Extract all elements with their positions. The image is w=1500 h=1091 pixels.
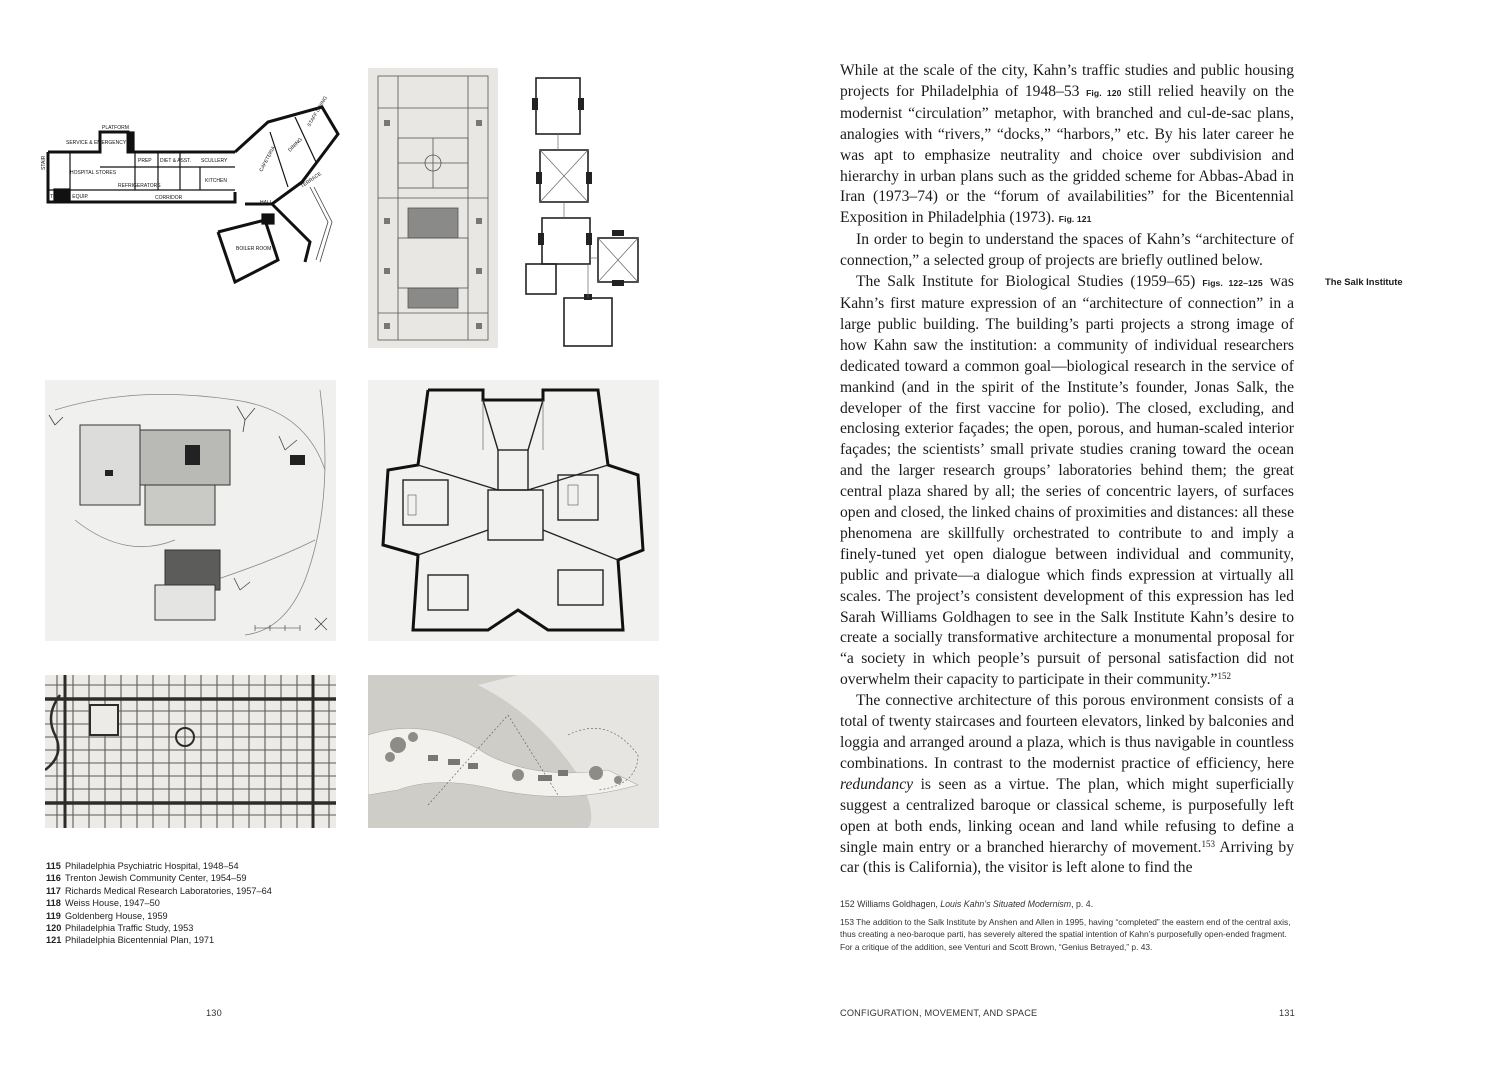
p4-text-a: The connective architecture of this porous environment consists of a total of twenty staircases and fourteen elevators, linked by balconies and loggia and arranged around a plaza, which is thus navigable in countless combinations. In contrast to the modernist practice of efficiency, here [840,692,1294,772]
paragraph-3 [840,272,1294,691]
p4-text-c: Arriving by car (this is California), the visitor is left alone to find the [840,838,1295,877]
caption-118 [46,897,346,909]
fn152-text-b: , p. 4. [1071,899,1094,909]
figure-116-trenton-community-center-plan [368,68,498,348]
plan-drawing [516,68,660,353]
caption-number: 121 [46,935,62,946]
footnotes [840,898,1294,959]
label-scullery: SCULLERY [201,158,228,164]
label-service-emergency: SERVICE & EMERGENCY [66,140,127,146]
model-photo [368,675,659,828]
label-refrigerators: REFRIGERATORS [118,183,161,189]
label-hospital-stores: HOSPITAL STORES [70,170,117,176]
p1-text-b: still relied heavily on the modernist “circulation” metaphor, with branched and cul-de-sac plans, analogies with “rivers,” “docks,” “harbors,” etc. By his later career he was apt to emphasize neutrality and choice over subdivision and hierarchy in urban plans such as the gridded scheme for Abbas-Abad in Iran (1973–74) or the “forum of availabilities” for the Bicentennial Exposition in Philadelphia (1973). [840,82,1294,227]
caption-number: 116 [46,873,61,884]
caption-text: Richards Medical Research Laboratories, 1957–64 [65,885,272,896]
label-diet-asst: DIET & ASST. [160,158,192,164]
p3-text-b: was Kahn’s first mature expression of an “architecture of connection” in a large public building. The building’s parti projects a strong image of how Kahn saw the institution: a community of individual researchers dedicated toward a common goal—biological research in the service of mankind (and in the spirit of the Institute’s founder, Jonas Salk, the developer of the first vaccine for polio). The closed, excluding, and enclosing exterior façades; the open, porous, and human-scaled interior façades; the scientists’ small private studies craning toward the ocean and the larger research groups’ laboratories behind them; the great central plaza shared by all; the series of concentric layers, of surfaces open and closed, the linked chains of proximities and distances: all these phenomena are skillfully orchestrated to contribute to and imply a finely-tuned yet open dialogue between individual and community, public and private—a dialogue which finds expression at virtually all scales. The project’s consistent development of this expression has led Sarah Williams Goldhagen to see in the Salk Institute Kahn’s desire to create a socially transformative architecture a monumental proposal for “a society in which people’s pursuit of personal satisfaction did not overwhelm their capacity to participate in their community.” [840,273,1294,689]
plan-drawing [45,380,336,641]
main-body-text [840,61,1294,879]
label-boiler-room: BOILER ROOM [236,246,272,252]
p1-text-a: While at the scale of the city, Kahn’s traffic studies and public housing projects for Philadelphia of 1948–53 [840,62,1294,100]
label-platform: PLATFORM [102,125,129,131]
figure-117-richards-labs-plan [516,68,660,353]
caption-number: 119 [46,910,61,921]
label-staff-dining: STAFF DINING [306,95,329,128]
fig-ref-120: Fig. 120 [1086,87,1122,98]
caption-number: 115 [46,861,61,871]
caption-115 [46,860,346,872]
caption-text: Weiss House, 1947–50 [65,898,160,909]
figure-118-weiss-house-site-plan [45,380,336,641]
figure-119-goldenberg-house-plan [368,380,659,641]
margin-heading-salk: The Salk Institute [1325,276,1403,287]
running-head: CONFIGURATION, MOVEMENT, AND SPACE [840,1008,1038,1018]
label-kitchen: KITCHEN [205,178,227,184]
label-cafeteria: CAFETERIA [258,145,277,173]
label-teleph-equip: TELEPH. EQUIP. [50,194,89,200]
figure-115-psychiatric-hospital-plan [40,92,340,302]
paragraph-1 [840,61,1294,230]
plan-drawing [45,675,336,828]
label-hall: HALL [260,200,273,206]
plan-drawing [40,92,340,302]
label-dining: DINING [287,136,304,154]
paragraph-4 [840,691,1294,879]
caption-119 [46,910,346,922]
fn152-text-a: 152 Williams Goldhagen, [840,899,941,909]
fn152-title: Louis Kahn’s Situated Modernism [940,899,1072,909]
plan-drawing [368,68,498,348]
plan-drawing [368,380,659,641]
p4-text-b: is seen as a virtue. The plan, which might superficially suggest a centralized baroque or classical scheme, is purposefully left open at both ends, linking ocean and land while refusing to define a single main entry or a branched hierarchy of movement. [840,775,1294,856]
footnote-152 [840,898,1294,910]
label-stair: STAIR [41,155,47,170]
paragraph-2: In order to begin to understand the spaces of Kahn’s “architecture of connection,” a selected group of projects are briefly outlined below. [840,231,1294,270]
caption-text: Philadelphia Traffic Study, 1953 [65,923,194,934]
caption-117 [46,885,346,897]
caption-121 [46,934,346,946]
caption-text: Philadelphia Bicentennial Plan, 1971 [65,935,215,946]
figure-120-philadelphia-traffic-study [45,675,336,828]
caption-text: Trenton Jewish Community Center, 1954–59 [65,873,247,884]
caption-number: 118 [46,898,61,909]
caption-text: Goldenberg House, 1959 [65,910,168,921]
fig-ref-121: Fig. 121 [1058,214,1092,225]
figure-121-bicentennial-plan-model [368,675,659,828]
label-prep: PREP [138,158,152,164]
figure-captions [46,860,346,947]
page-number-right: 131 [1279,1008,1295,1018]
p3-text-a: The Salk Institute for Biological Studies (1959–65) [856,273,1203,291]
footnote-ref-152: 152 [1217,671,1231,682]
label-corridor: CORRIDOR [155,195,183,201]
page-number-left: 130 [206,1008,222,1018]
caption-120 [46,922,346,934]
caption-116 [46,872,346,884]
label-terrace: TERRACE [299,171,323,190]
caption-number: 117 [46,885,61,896]
fig-ref-122-125: Figs. 122–125 [1202,278,1263,289]
p4-emphasis: redundancy [840,775,914,793]
footnote-ref-153: 153 [1201,838,1215,849]
footnote-153: 153 The addition to the Salk Institute by Anshen and Allen in 1995, having “completed” the eastern end of the central axis, thus creating a neo-baroque parti, has severely altered the spatial intention of Kahn’s purposefully open-ended fragment. For a critique of the addition, see Venturi and Scott Brown, “Genius Betrayed,” p. 43. [840,917,1291,952]
caption-text: Philadelphia Psychiatric Hospital, 1948–54 [65,861,239,871]
caption-number: 120 [46,923,62,934]
